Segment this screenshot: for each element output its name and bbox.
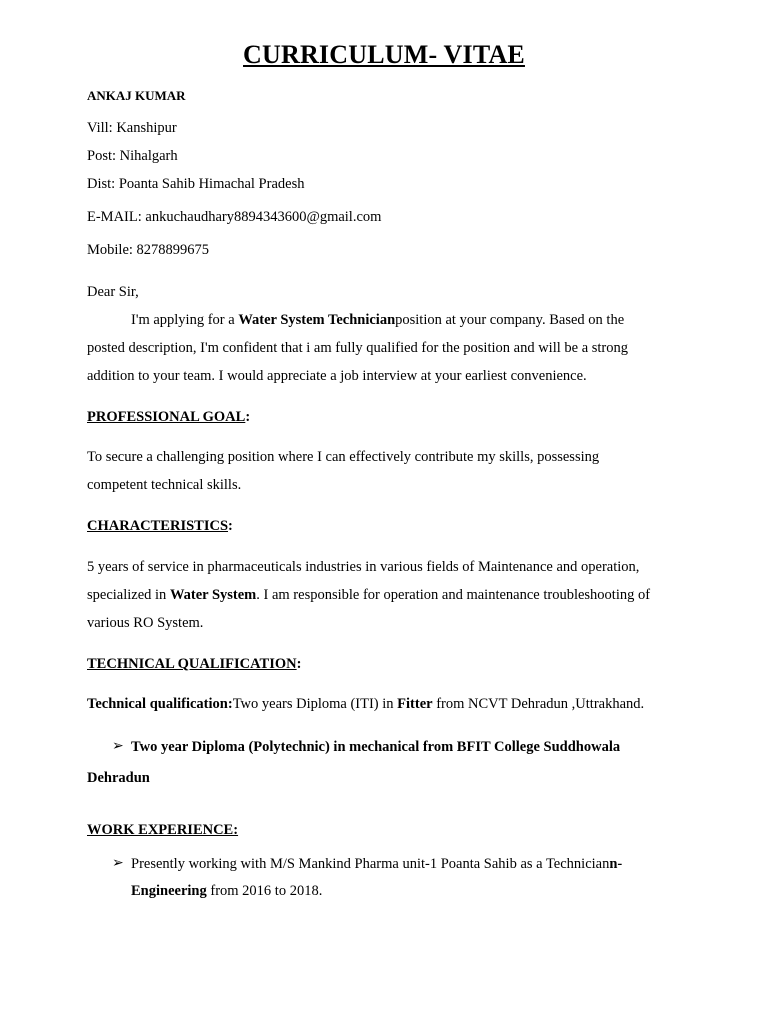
work-experience-heading	[87, 822, 238, 839]
professional-goal-title: PROFESSIONAL GOAL	[87, 409, 246, 425]
contact-village: Vill: Kanshipur	[87, 120, 177, 136]
work-experience-line-2	[131, 883, 322, 900]
work-experience-line-1-text: Presently working with M/S Mankind Pharma unit-1 Poanta Sahib as a Technician	[131, 856, 610, 872]
characteristics-line-2-tail: . I am responsible for operation and maintenance troubleshooting of	[256, 587, 651, 603]
characteristics-line-3: various RO System.	[87, 615, 204, 631]
letter-salutation: Dear Sir,	[87, 284, 139, 300]
letter-line-1-text: I'm applying for a	[131, 312, 239, 328]
professional-goal-line-2: competent technical skills.	[87, 477, 242, 493]
letter-line-2: posted description, I'm confident that i am fully qualified for the position and will be a strong	[87, 340, 629, 356]
characteristics-heading	[87, 518, 233, 535]
contact-email: E-MAIL: ankuchaudhary8894343600@gmail.com	[87, 209, 382, 225]
characteristics-colon: :	[228, 518, 233, 534]
characteristics-title: CHARACTERISTICS	[87, 518, 229, 534]
technical-qualification-text: Two years Diploma (ITI) in	[232, 696, 398, 712]
letter-line-1-tail: position at your company. Based on the	[395, 312, 625, 328]
arrow-bullet-icon: ➢	[112, 856, 124, 871]
polytechnic-diploma-line-1: Two year Diploma (Polytechnic) in mechanical from BFIT College Suddhowala	[131, 739, 621, 755]
professional-goal-line-1: To secure a challenging position where I can effectively contribute my skills, possessing	[87, 449, 600, 465]
work-experience-line-1	[131, 856, 622, 873]
technical-qualification-tail: from NCVT Dehradun ,Uttrakhand.	[432, 696, 645, 712]
work-experience-department: Engineering	[131, 883, 207, 899]
contact-mobile: Mobile: 8278899675	[87, 242, 210, 258]
characteristics-water-system: Water System	[169, 587, 257, 603]
technical-qualification-heading	[87, 656, 301, 673]
contact-district: Dist: Poanta Sahib Himachal Pradesh	[87, 176, 305, 192]
polytechnic-diploma-line-2: Dehradun	[87, 770, 150, 786]
professional-goal-colon: :	[245, 409, 251, 425]
work-experience-line-1-bold: n-	[609, 856, 623, 872]
characteristics-line-2	[87, 587, 650, 604]
characteristics-line-2-text: specialized in	[87, 587, 170, 603]
document-title: CURRICULUM- VITAE	[243, 40, 525, 69]
contact-post: Post: Nihalgarh	[87, 148, 178, 164]
technical-qualification-label: Technical qualification:	[87, 696, 233, 712]
technical-qualification-trade: Fitter	[397, 696, 433, 712]
arrow-bullet-icon: ➢	[112, 739, 124, 754]
technical-qualification-iti	[87, 696, 644, 713]
work-experience-title: WORK EXPERIENCE:	[87, 822, 239, 838]
applicant-name: ANKAJ KUMAR	[87, 88, 186, 103]
letter-line-1	[131, 312, 624, 329]
letter-position-title: Water System Technician	[238, 312, 396, 328]
letter-line-3: addition to your team. I would appreciate a job interview at your earliest convenience.	[87, 368, 587, 384]
technical-qualification-colon: :	[296, 656, 302, 672]
characteristics-line-1: 5 years of service in pharmaceuticals industries in various fields of Maintenance and operation,	[87, 559, 640, 575]
professional-goal-heading	[87, 409, 250, 426]
work-experience-duration: from 2016 to 2018.	[206, 883, 323, 899]
technical-qualification-title: TECHNICAL QUALIFICATION	[87, 656, 297, 672]
